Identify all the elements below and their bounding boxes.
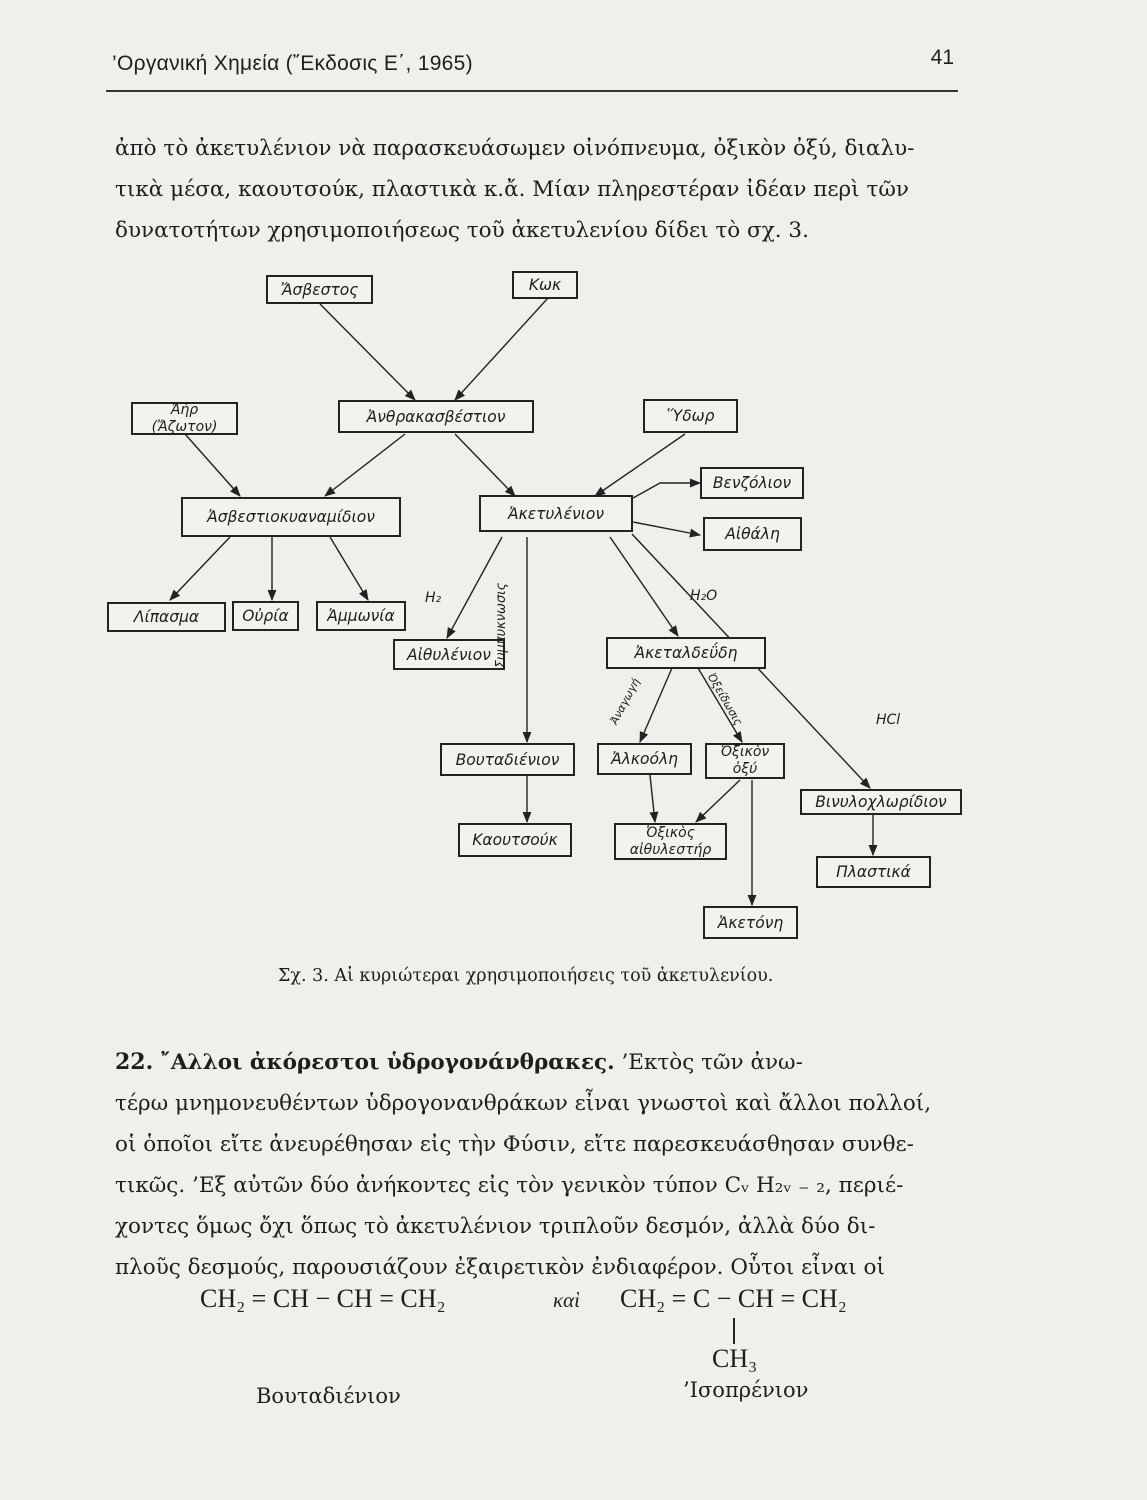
section-title: ῎Αλλοι ἀκόρεστοι ὑδρογονάνθρακες. bbox=[160, 1050, 615, 1075]
box-water bbox=[643, 399, 738, 433]
box-benzene bbox=[700, 467, 804, 499]
text-fragment: ’Εκτὸς τῶν ἀνω- bbox=[614, 1050, 803, 1075]
box-label: ὀξύ bbox=[732, 761, 758, 777]
box-plastics bbox=[816, 856, 931, 888]
box-label: Ἀκετόνη bbox=[717, 913, 784, 932]
box-calcium-cyanamide bbox=[181, 497, 401, 537]
edge-label-h2o: H₂O bbox=[690, 588, 718, 604]
isoprene-name: ’Ισοπρένιον bbox=[683, 1378, 809, 1402]
box-alcohol bbox=[597, 743, 692, 775]
edge-label-reduction: Ἀναγωγή bbox=[607, 676, 643, 727]
box-label: Ἀλκοόλη bbox=[611, 750, 678, 768]
box-label: Καουτσούκ bbox=[472, 831, 558, 849]
edge-label-hcl: HCl bbox=[876, 712, 901, 728]
branch-bond bbox=[733, 1318, 735, 1344]
box-kok bbox=[512, 271, 578, 299]
box-label: Αἰθυλένιον bbox=[407, 645, 491, 664]
text-line: δυνατοτήτων χρησιμοποιήσεως τοῦ ἀκετυλενίου δίδει τὸ σχ. 3. bbox=[115, 218, 809, 243]
text-line: τικῶς. ’Εξ αὐτῶν δύο ἀνήκοντες εἰς τὸν γενικὸν τύπον Cᵥ H₂ᵥ ₋ ₂, περιέ- bbox=[115, 1173, 904, 1198]
text-line: οἱ ὁποῖοι εἴτε ἀνευρέθησαν εἰς τὴν Φύσιν, εἴτε παρεσκευάσθησαν συνθε- bbox=[115, 1132, 914, 1157]
text-line: χοντες ὅμως ὄχι ὅπως τὸ ἀκετυλένιον τριπλοῦν δεσμόν, ἀλλὰ δύο δι- bbox=[115, 1214, 876, 1239]
box-ethylene bbox=[393, 639, 505, 670]
arrow bbox=[640, 668, 672, 742]
box-label: Ἀνθρακασβέστιον bbox=[366, 407, 506, 426]
edge-label-oxidation: Ὀξείδωσις bbox=[704, 671, 745, 728]
box-label: Ἄσβεστος bbox=[280, 280, 359, 299]
arrow bbox=[633, 522, 700, 535]
box-label: Ὕδωρ bbox=[666, 407, 715, 425]
box-ethyl-acetate bbox=[614, 823, 727, 860]
box-acetylene bbox=[479, 495, 633, 532]
box-fertilizer bbox=[107, 602, 226, 632]
box-label: Βινυλοχλωρίδιον bbox=[815, 793, 947, 811]
box-label: (Ἄζωτον) bbox=[151, 418, 218, 435]
edge-label-condensation: Συμπυκνωσις bbox=[494, 582, 510, 669]
arrow bbox=[185, 434, 240, 496]
arrow bbox=[325, 434, 405, 496]
box-label: Ἀμμωνία bbox=[327, 607, 395, 625]
box-acetone bbox=[703, 906, 798, 939]
box-ammonia bbox=[316, 601, 406, 631]
box-label: Κωκ bbox=[528, 276, 562, 294]
box-label: Ὀξικὸν bbox=[720, 744, 770, 760]
isoprene-branch: CH₃ bbox=[712, 1344, 758, 1373]
box-butadiene bbox=[440, 743, 575, 776]
box-label: Λίπασμα bbox=[133, 608, 200, 626]
box-label: Πλαστικά bbox=[836, 863, 911, 881]
arrow bbox=[320, 304, 415, 400]
section-number: 22. bbox=[115, 1049, 154, 1075]
text-line: ἀπὸ τὸ ἀκετυλένιον νὰ παρασκευάσωμεν οἰνόπνευμα, ὀξικὸν ὀξύ, διαλυ- bbox=[115, 136, 915, 161]
arrow bbox=[455, 434, 515, 496]
box-label: Ἀκετυλένιον bbox=[507, 504, 604, 523]
box-label: Βουταδιένιον bbox=[455, 750, 560, 769]
box-label: Αἰθάλη bbox=[725, 525, 780, 543]
formula-conjunction: καὶ bbox=[553, 1288, 580, 1312]
box-urea bbox=[232, 601, 299, 631]
box-label: Βενζόλιον bbox=[712, 474, 792, 492]
box-asvestos bbox=[266, 275, 373, 304]
arrow bbox=[595, 434, 685, 496]
edge-label-h2: H₂ bbox=[425, 590, 442, 606]
page-number: 41 bbox=[930, 46, 954, 69]
text-line: πλοῦς δεσμούς, παρουσιάζουν ἐξαιρετικὸν ἐνδιαφέρον. Οὗτοι εἶναι οἱ bbox=[115, 1255, 885, 1280]
box-label: αἰθυλεστήρ bbox=[629, 841, 712, 858]
box-vinyl-chloride bbox=[800, 789, 962, 815]
arrow bbox=[633, 483, 700, 498]
butadiene-name: Βουταδιένιον bbox=[256, 1384, 401, 1408]
box-acetaldehyde bbox=[606, 637, 766, 669]
text-line: τικὰ μέσα, καουτσούκ, πλαστικὰ κ.ἄ. Μίαν πληρεστέραν ἰδέαν περὶ τῶν bbox=[115, 177, 909, 202]
arrow bbox=[170, 537, 230, 600]
figure-caption: Σχ. 3. Αἱ κυριώτεραι χρησιμοποιήσεις τοῦ ἀκετυλενίου. bbox=[278, 966, 774, 986]
arrow bbox=[610, 537, 678, 636]
isoprene-formula: CH₂ = C − CH = CH₂ bbox=[620, 1284, 847, 1313]
box-calcium-carbide bbox=[338, 400, 534, 433]
box-acetic-acid bbox=[705, 743, 785, 779]
box-label: Ἀκεταλδεΰδη bbox=[634, 644, 738, 662]
box-label: Οὐρία bbox=[242, 607, 289, 625]
text-line bbox=[115, 1042, 965, 1083]
box-label: Ἀήρ bbox=[170, 401, 199, 418]
box-label: Ὀξικὸς bbox=[646, 824, 695, 841]
arrow bbox=[455, 298, 548, 400]
arrow bbox=[330, 537, 368, 600]
running-title: ’Οργανική Χημεία (῎Εκδοσις Ε΄, 1965) bbox=[112, 52, 473, 75]
box-soot bbox=[703, 517, 802, 551]
box-air bbox=[131, 402, 238, 435]
arrow bbox=[696, 780, 740, 822]
box-label: Ἀσβεστιοκυαναμίδιον bbox=[207, 508, 375, 526]
box-rubber bbox=[458, 823, 572, 857]
butadiene-formula: CH₂ = CH − CH = CH₂ bbox=[200, 1284, 446, 1313]
arrow bbox=[650, 775, 655, 822]
section-paragraph bbox=[115, 1042, 965, 1288]
text-line: τέρω μνημονευθέντων ὑδρογονανθράκων εἶναι γνωστοὶ καὶ ἄλλοι πολλοί, bbox=[115, 1091, 932, 1116]
